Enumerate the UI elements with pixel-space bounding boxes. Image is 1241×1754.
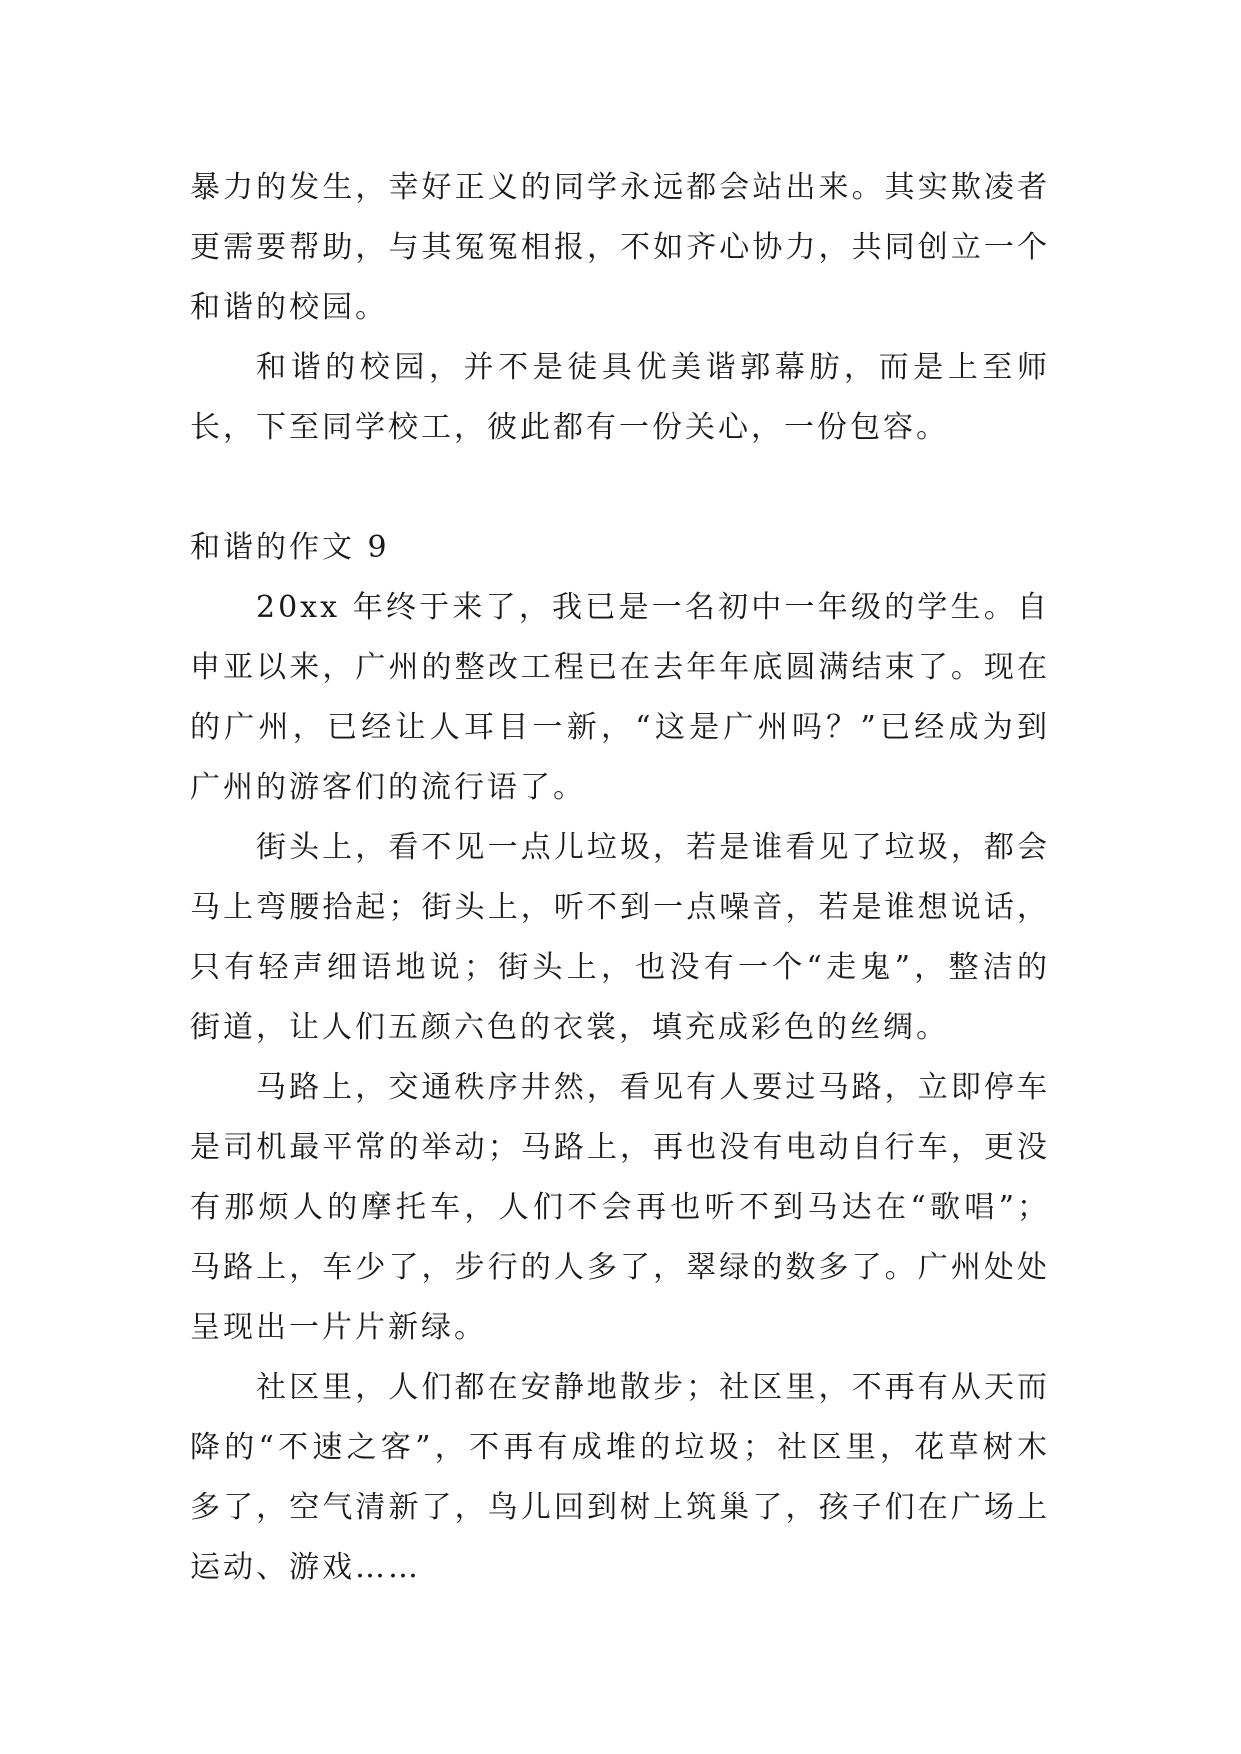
section-heading: 和谐的作文 9 [190, 530, 390, 565]
body-paragraph: 街头上，看不见一点儿垃圾，若是谁看见了垃圾，都会马上弯腰拾起；街头上，听不到一点噪音，若是谁想说话，只有轻声细语地说；街头上，也没有一个“走鬼”，整洁的街道，让人们五颜六色的衣裳，填充成彩色的丝绸。 [190, 830, 1050, 1045]
body-paragraph: 20xx 年终于来了，我已是一名初中一年级的学生。自申亚以来，广州的整改工程已在去年年底圆满结束了。现在的广州，已经让人耳目一新，“这是广州吗？”已经成为到广州的游客们的流行语了。 [190, 590, 1050, 805]
body-paragraph: 马路上，交通秩序井然，看见有人要过马路，立即停车是司机最平常的举动；马路上，再也没有电动自行车，更没有那烦人的摩托车，人们不会再也听不到马达在“歌唱”；马路上，车少了，步行的人多了，翠绿的数多了。广州处处呈现出一片片新绿。 [190, 1070, 1050, 1345]
body-paragraph: 社区里，人们都在安静地散步；社区里，不再有从天而降的“不速之客”，不再有成堆的垃圾；社区里，花草树木多了，空气清新了，鸟儿回到树上筑巢了，孩子们在广场上运动、游戏…… [190, 1370, 1050, 1585]
body-paragraph: 和谐的校园，并不是徒具优美谐郭幕肪，而是上至师长，下至同学校工，彼此都有一份关心，一份包容。 [190, 350, 1050, 445]
body-paragraph: 暴力的发生，幸好正义的同学永远都会站出来。其实欺凌者更需要帮助，与其冤冤相报，不如齐心协力，共同创立一个和谐的校园。 [190, 170, 1050, 325]
document-page [190, 158, 1050, 1598]
